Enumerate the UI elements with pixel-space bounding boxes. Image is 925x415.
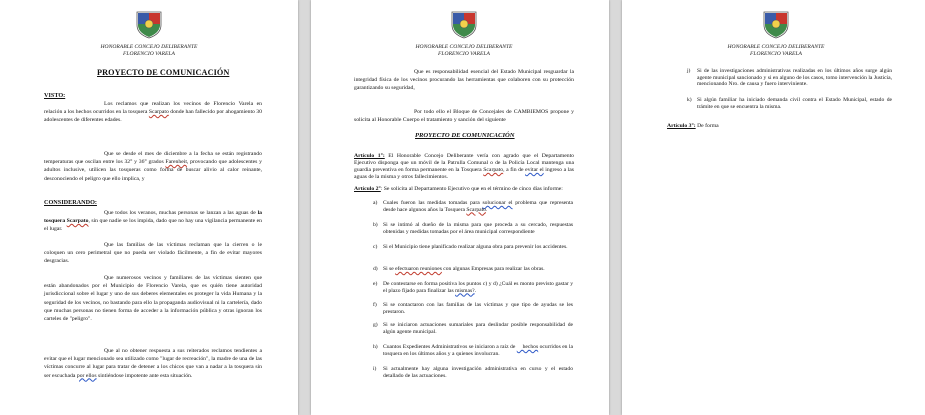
- institution-line-1: HONORABLE CONCEJO DELIBERANTE: [100, 44, 198, 50]
- spell-flag: Scarpato: [148, 109, 169, 116]
- considerando-paragraph-1: [44, 209, 262, 234]
- list-item-a: [373, 200, 573, 213]
- articulo-3: [667, 122, 867, 130]
- list-item-i: [373, 366, 573, 379]
- text-run: Que todos los veranos, muchas personas se lanzan a las aguas de: [104, 210, 258, 216]
- bold-run: la tosquera: [44, 210, 262, 225]
- grammar-flag: evitar el: [525, 167, 544, 173]
- text-run: ingreso a las aguas de la misma y otros fallecimientos.: [354, 167, 574, 180]
- text-run: ocurridos en la tosquera en los últimos años y a quienes involucran.: [383, 344, 573, 357]
- text-run: Si el Municipio tiene planificado realizar alguna obra para prevenir los accidentes.: [383, 244, 568, 250]
- list-item-g: [373, 322, 573, 335]
- considerando-heading: CONSIDERANDO:: [44, 199, 97, 206]
- text-run: Si algún familiar ha iniciado demanda civil contra el Estado Municipal, estado de trámite en que se encuentra la misma.: [697, 97, 892, 110]
- text-run: : Se solicita al Departamento Ejecutivo que en el término de cinco días informe:: [380, 186, 563, 192]
- institution-name: [389, 44, 539, 57]
- list-item-f: [373, 302, 573, 315]
- text-run: El Honorable Concejo Deliberante vería con agrado que el Departamento Ejecutivo disponga que un móvil de la Patrulla Comunal o de la Policía Local mantenga una guardia preventiva en forma permanente en la Tosquera: [354, 153, 575, 173]
- spell-flag: efectuaron reuniones: [395, 266, 442, 272]
- document-page-2: [311, 0, 609, 415]
- text-run: Si se contactaron con las familias de las víctimas y que tipo de ayudas se les prestaron.: [383, 302, 573, 315]
- list-item-b: [373, 222, 573, 235]
- article-label: Artículo 3°:: [667, 123, 696, 129]
- list-item-e: [373, 281, 573, 294]
- list-item-c: [373, 244, 573, 251]
- article-label: Artículo 2°: [354, 186, 381, 192]
- document-page-1: [0, 0, 298, 415]
- item-label: h): [373, 344, 378, 350]
- considerando-paragraph-4: [44, 347, 262, 380]
- text-run: Que se desde el mes de diciembre a la fecha se están registrando temperaturas que oscilan entre los 32° y 36° grados: [44, 151, 262, 166]
- institution-name: [74, 44, 224, 57]
- grammar-flag: solucionar el: [482, 200, 513, 206]
- text-run: Los reclamos que realizan los vecinos de Florencio Varela en relación a los hechos ocurridos en la tosquera: [44, 101, 262, 116]
- grammar-flag: por ellos: [76, 372, 97, 379]
- text-run: sintiéndose impotente ante esta situación.: [96, 372, 193, 379]
- paragraph-por-todo-ello: Por todo ello el Bloque de Concejales de CAMBIEMOS propone y solicita al Honorable Cuerpo el tratamiento y sanción del siguiente: [354, 109, 574, 124]
- article-label: Artículo 1°:: [354, 153, 385, 159]
- item-label: k): [687, 97, 692, 103]
- grammar-flag: mismas?: [455, 287, 475, 294]
- considerando-paragraph-2: Que las familias de las víctimas reclaman que la cierren o le coloquen un cero perimetral que no pueda ser violado fácilmente, a fin de evitar mayores desgracias.: [44, 242, 262, 265]
- text-run: Si se iniciaron actuaciones sumariales para deslindar posible responsabilidad de algún agente municipal.: [383, 322, 573, 335]
- articulo-2: [354, 186, 574, 193]
- item-label: a): [373, 200, 378, 206]
- spell-flag: Scarpato: [466, 206, 486, 213]
- text-run: Si actualmente hay alguna investigación administrativa en curso y el estado detallado de las actuaciones.: [383, 366, 573, 379]
- item-label: b): [373, 222, 378, 228]
- text-run: problema que representa desde hace algunos años la Tosquera: [383, 200, 573, 213]
- text-run: Si se intimó al dueño de la misma para que proceda a su cercado, respuestas obtenidas y medidas tomadas por el área municipal correspondiente: [383, 222, 573, 235]
- section-title: PROYECTO DE COMUNICACIÓN: [415, 132, 515, 139]
- council-crest-icon: [134, 9, 164, 39]
- institution-line-1: HONORABLE CONCEJO DELIBERANTE: [727, 44, 825, 50]
- council-crest-icon: [449, 9, 479, 39]
- document-title: PROYECTO DE COMUNICACIÓN: [97, 68, 230, 77]
- item-label: d): [373, 266, 378, 272]
- spell-flag: Scarpato: [483, 167, 504, 173]
- text-run: , a fin de: [503, 167, 526, 173]
- council-crest-icon: [761, 9, 791, 39]
- text-run: Cuantos Expedientes Administrativos se iniciaron a raíz de: [383, 344, 517, 350]
- institution-line-2: FLORENCIO VARELA: [123, 50, 175, 57]
- spell-flag: Farenheit: [165, 159, 187, 166]
- institution-line-2: FLORENCIO VARELA: [750, 50, 802, 57]
- institution-line-2: FLORENCIO VARELA: [438, 50, 490, 57]
- document-page-3: [622, 0, 925, 415]
- visto-paragraph-2: [44, 150, 262, 183]
- institution-line-1: HONORABLE CONCEJO DELIBERANTE: [415, 44, 513, 50]
- list-item-h: [373, 344, 573, 357]
- text-run: con algunas Empresas para realizar las obras.: [441, 266, 545, 272]
- item-label: j): [687, 68, 691, 74]
- list-item-k: [687, 97, 892, 110]
- text-run: De contestarse en forma positiva los puntos c) y d) ¿Cuál es monto previsto gastar y el plazo fijado para finalizar las: [383, 281, 573, 294]
- articulo-1: [354, 153, 574, 181]
- text-run: Si de las investigaciones administrativas realizadas en los últimos años surge algún agente municipal sancionado y si en alguno de los casos, tomo intervención la Justicia, mencionando Nro. de causa y fuero interviniente.: [697, 68, 892, 88]
- grammar-flag: hechos: [516, 344, 539, 350]
- text-run: donde han fallecido por ahogamiento 30 adolescentes de diferentes edades.: [44, 109, 262, 124]
- text-run: , sin que nadie se los impida, dado que no hay una vigilancia permanente en el lugar.: [44, 218, 262, 233]
- institution-name: [701, 44, 851, 57]
- spell-flag: Scarpato: [66, 218, 89, 225]
- text-run: .: [474, 287, 477, 294]
- text-run: Si se: [383, 266, 396, 272]
- list-item-j: [687, 68, 892, 88]
- text-run: , provocando que adolescentes y adultos inclusive, utilicen las tosqueras como forma de buscar alivio al calor reinante, desconociendo el peligro que ello implica, y: [44, 159, 262, 182]
- list-item-d: [373, 266, 573, 273]
- text-run: .: [485, 206, 488, 213]
- visto-heading: VISTO:: [44, 92, 66, 99]
- item-label: c): [373, 244, 378, 250]
- text-run: De forma: [695, 123, 719, 129]
- text-run: Que al no obtener respuesta a sus reiterados reclamos tendientes a evitar que el lugar mencionado sea utilizado como "lugar de recreación", la madre de una de las víctimas concurre al lugar para tratar de detener a los chicos que van a nadar a la tosquera sin ser escuchada: [44, 348, 262, 379]
- item-label: i): [373, 366, 377, 372]
- visto-paragraph-1: [44, 100, 262, 125]
- item-label: e): [373, 281, 378, 287]
- item-label: g): [373, 322, 378, 328]
- paragraph-responsabilidad: Que es responsabilidad esencial del Estado Municipal resguardar la integridad física de los vecinos procurando las herramientas que colaboren con su protección garantizando su seguridad,: [354, 69, 574, 92]
- item-label: f): [373, 302, 377, 308]
- text-run: Cuales fueron las medidas tomadas para: [383, 200, 483, 206]
- considerando-paragraph-3: Que numerosos vecinos y familiares de las víctimas sienten que están abandonados por el Municipio de Florencio Varela, que es quién tiene autoridad jurisdiccional sobre el lugar y uno de sus deberes elementales es proteger la vida Humana y la seguridad de los vecinos, no bastando para ello la propaganda audiovisual ni la cartelería, dado que muchas personas no tienen forma de acceder a la información pública y otras ignoran los carteles de "peligro".: [44, 275, 262, 323]
